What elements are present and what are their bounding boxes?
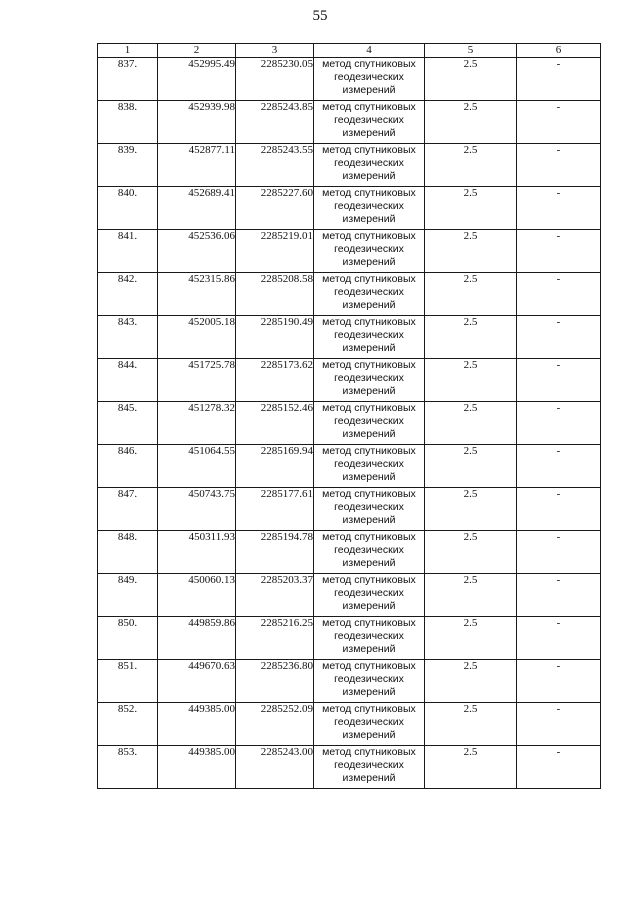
measurement-method: метод спутниковых геодезических измерений [314,660,425,703]
coordinate-y: 2285177.61 [236,488,314,531]
note-value: - [517,144,601,187]
table-row [98,617,601,660]
table-row [98,359,601,402]
coordinate-y: 2285216.25 [236,617,314,660]
coordinate-x: 451725.78 [158,359,236,402]
point-number: 848. [98,531,158,574]
header-cell: 2 [158,44,236,58]
accuracy-value: 2.5 [425,273,517,316]
measurement-method: метод спутниковых геодезических измерений [314,531,425,574]
accuracy-value: 2.5 [425,660,517,703]
accuracy-value: 2.5 [425,445,517,488]
coordinate-y: 2285243.55 [236,144,314,187]
header-cell: 6 [517,44,601,58]
note-value: - [517,359,601,402]
coordinate-x: 450060.13 [158,574,236,617]
accuracy-value: 2.5 [425,617,517,660]
coordinate-x: 451064.55 [158,445,236,488]
coordinate-x: 449859.86 [158,617,236,660]
measurement-method: метод спутниковых геодезических измерений [314,359,425,402]
note-value: - [517,617,601,660]
table-row [98,273,601,316]
note-value: - [517,402,601,445]
coordinate-y: 2285230.05 [236,58,314,101]
coordinate-x: 452939.98 [158,101,236,144]
coordinate-x: 450743.75 [158,488,236,531]
point-number: 849. [98,574,158,617]
accuracy-value: 2.5 [425,359,517,402]
table-row [98,746,601,789]
note-value: - [517,58,601,101]
coordinate-x: 449385.00 [158,703,236,746]
measurement-method: метод спутниковых геодезических измерений [314,273,425,316]
table-row [98,187,601,230]
coordinate-x: 452995.49 [158,58,236,101]
note-value: - [517,445,601,488]
coordinate-x: 450311.93 [158,531,236,574]
coordinate-y: 2285252.09 [236,703,314,746]
measurement-method: метод спутниковых геодезических измерений [314,445,425,488]
page-number: 55 [312,8,328,24]
point-number: 850. [98,617,158,660]
measurement-method: метод спутниковых геодезических измерений [314,574,425,617]
measurement-method: метод спутниковых геодезических измерений [314,703,425,746]
accuracy-value: 2.5 [425,144,517,187]
point-number: 846. [98,445,158,488]
point-number: 844. [98,359,158,402]
coordinate-x: 452877.11 [158,144,236,187]
measurement-method: метод спутниковых геодезических измерений [314,617,425,660]
note-value: - [517,101,601,144]
coordinate-y: 2285190.49 [236,316,314,359]
measurement-method: метод спутниковых геодезических измерений [314,230,425,273]
note-value: - [517,574,601,617]
table-row [98,531,601,574]
table-row [98,101,601,144]
accuracy-value: 2.5 [425,746,517,789]
coordinate-y: 2285152.46 [236,402,314,445]
accuracy-value: 2.5 [425,488,517,531]
accuracy-value: 2.5 [425,531,517,574]
coordinate-x: 452315.86 [158,273,236,316]
coordinate-x: 452005.18 [158,316,236,359]
point-number: 838. [98,101,158,144]
header-cell: 3 [236,44,314,58]
measurement-method: метод спутниковых геодезических измерений [314,488,425,531]
accuracy-value: 2.5 [425,402,517,445]
coordinate-y: 2285227.60 [236,187,314,230]
table-row [98,445,601,488]
coordinate-x: 452689.41 [158,187,236,230]
coordinate-y: 2285236.80 [236,660,314,703]
accuracy-value: 2.5 [425,574,517,617]
coordinate-x: 451278.32 [158,402,236,445]
note-value: - [517,230,601,273]
measurement-method: метод спутниковых геодезических измерений [314,316,425,359]
note-value: - [517,660,601,703]
accuracy-value: 2.5 [425,316,517,359]
point-number: 845. [98,402,158,445]
point-number: 847. [98,488,158,531]
coordinate-y: 2285173.62 [236,359,314,402]
point-number: 853. [98,746,158,789]
measurement-method: метод спутниковых геодезических измерений [314,101,425,144]
measurement-method: метод спутниковых геодезических измерений [314,58,425,101]
point-number: 840. [98,187,158,230]
measurement-method: метод спутниковых геодезических измерений [314,746,425,789]
note-value: - [517,316,601,359]
header-cell: 4 [314,44,425,58]
table-row [98,58,601,101]
accuracy-value: 2.5 [425,58,517,101]
table-row [98,316,601,359]
accuracy-value: 2.5 [425,101,517,144]
coordinate-x: 449385.00 [158,746,236,789]
header-cell: 1 [98,44,158,58]
coordinate-y: 2285243.85 [236,101,314,144]
coordinate-y: 2285243.00 [236,746,314,789]
measurement-method: метод спутниковых геодезических измерений [314,402,425,445]
coordinates-table [97,43,601,789]
point-number: 841. [98,230,158,273]
note-value: - [517,531,601,574]
note-value: - [517,703,601,746]
point-number: 843. [98,316,158,359]
note-value: - [517,746,601,789]
table-row [98,230,601,273]
table-row [98,703,601,746]
header-cell: 5 [425,44,517,58]
note-value: - [517,488,601,531]
table-row [98,488,601,531]
point-number: 842. [98,273,158,316]
point-number: 851. [98,660,158,703]
coordinate-x: 449670.63 [158,660,236,703]
coordinate-y: 2285219.01 [236,230,314,273]
coordinate-y: 2285169.94 [236,445,314,488]
table-row [98,574,601,617]
point-number: 837. [98,58,158,101]
note-value: - [517,187,601,230]
coordinate-y: 2285194.78 [236,531,314,574]
coordinate-y: 2285208.58 [236,273,314,316]
table-row [98,402,601,445]
accuracy-value: 2.5 [425,703,517,746]
coordinate-y: 2285203.37 [236,574,314,617]
point-number: 852. [98,703,158,746]
measurement-method: метод спутниковых геодезических измерений [314,144,425,187]
measurement-method: метод спутниковых геодезических измерений [314,187,425,230]
coordinate-x: 452536.06 [158,230,236,273]
point-number: 839. [98,144,158,187]
table-row [98,660,601,703]
accuracy-value: 2.5 [425,230,517,273]
table-header-row [98,44,601,58]
note-value: - [517,273,601,316]
accuracy-value: 2.5 [425,187,517,230]
table-row [98,144,601,187]
